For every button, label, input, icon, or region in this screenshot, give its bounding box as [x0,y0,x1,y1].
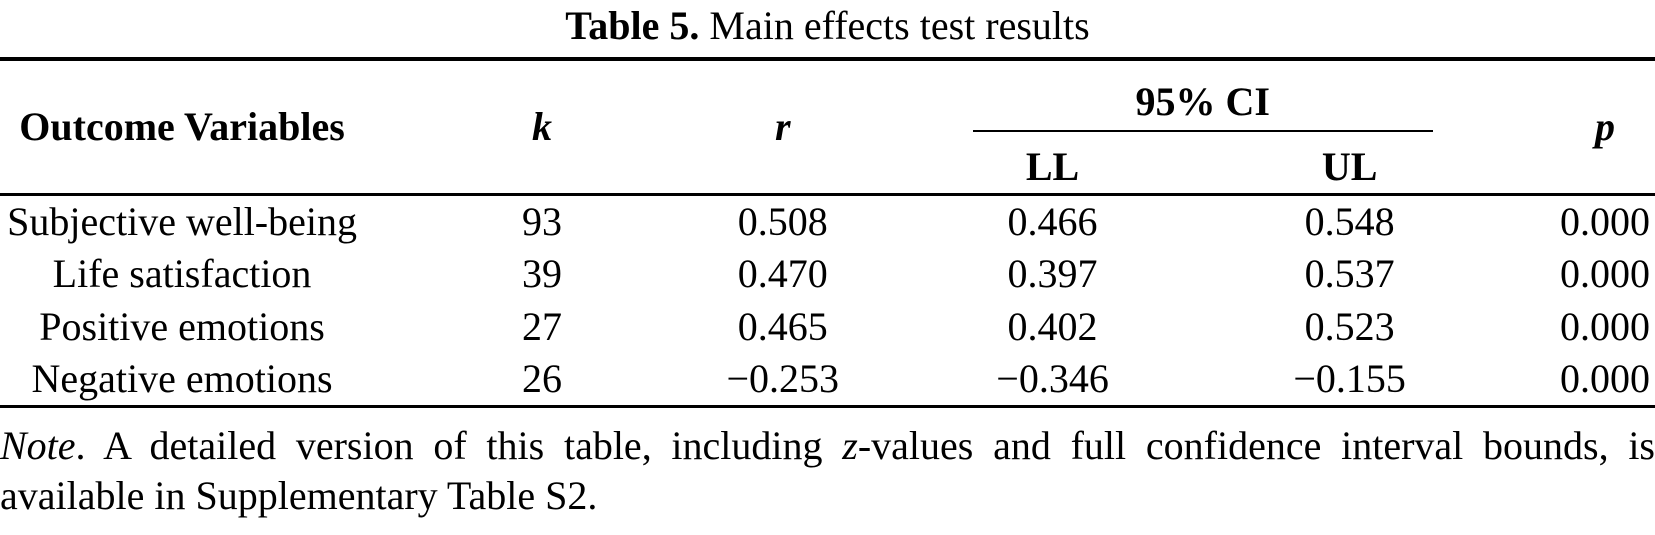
cell-p: 0.000 [1560,251,1650,296]
cell-k: 39 [522,251,562,296]
cell-ll: 0.466 [1007,198,1098,244]
cell-p: 0.000 [1560,198,1650,244]
cell-outcome: Positive emotions [39,304,325,349]
col-header-k: k [364,59,720,194]
page-title [0,0,1655,57]
table-row [0,300,1655,353]
cell-k: 27 [522,304,562,349]
table-number-label: Table 5. [565,3,700,48]
cell-p: 0.000 [1560,304,1650,349]
cell-ll: 0.402 [1007,304,1098,349]
table-header [0,59,1655,194]
col-header-outcome: Outcome Variables [0,59,364,194]
note-z: z [842,422,858,468]
col-header-r: r [720,59,846,194]
note-text-b: -values and full confidence interval bounds, is [857,422,1655,468]
note-label: Note [0,422,76,468]
cell-outcome: Life satisfaction [52,251,312,296]
header-row-top [0,59,1655,140]
cell-ul: −0.155 [1293,356,1406,402]
cell-r: 0.508 [737,198,828,244]
cell-r: −0.253 [726,356,840,402]
cell-r: 0.465 [737,304,828,349]
col-header-ll: LL [846,140,1260,194]
cell-p: 0.000 [1560,356,1650,402]
cell-r: 0.470 [737,251,828,296]
note-line-2: available in Supplementary Table S2. [0,472,598,518]
cell-outcome: Subjective well-being [7,198,357,244]
table-body [0,194,1655,406]
table-row [0,247,1655,300]
note-text-a: . A detailed version of this table, including [75,422,843,468]
cell-outcome: Negative emotions [31,356,333,402]
ci-group-header [846,59,1440,140]
col-header-p: p [1440,59,1655,194]
table-note [0,421,1655,521]
cell-ul: 0.523 [1304,304,1395,349]
table-row [0,353,1655,406]
table-row [0,194,1655,247]
ci-group-label: 95% CI [1135,79,1270,124]
ci-underline [973,78,1433,132]
note-line-1 [0,421,1655,471]
cell-ul: 0.537 [1304,251,1395,296]
col-header-ul: UL [1259,140,1439,194]
cell-ul: 0.548 [1304,198,1395,244]
cell-k: 93 [522,198,562,244]
results-table [0,57,1655,408]
table-title-text: Main effects test results [709,3,1090,48]
cell-k: 26 [522,356,562,402]
cell-ll: 0.397 [1007,251,1098,296]
cell-ll: −0.346 [996,356,1109,402]
